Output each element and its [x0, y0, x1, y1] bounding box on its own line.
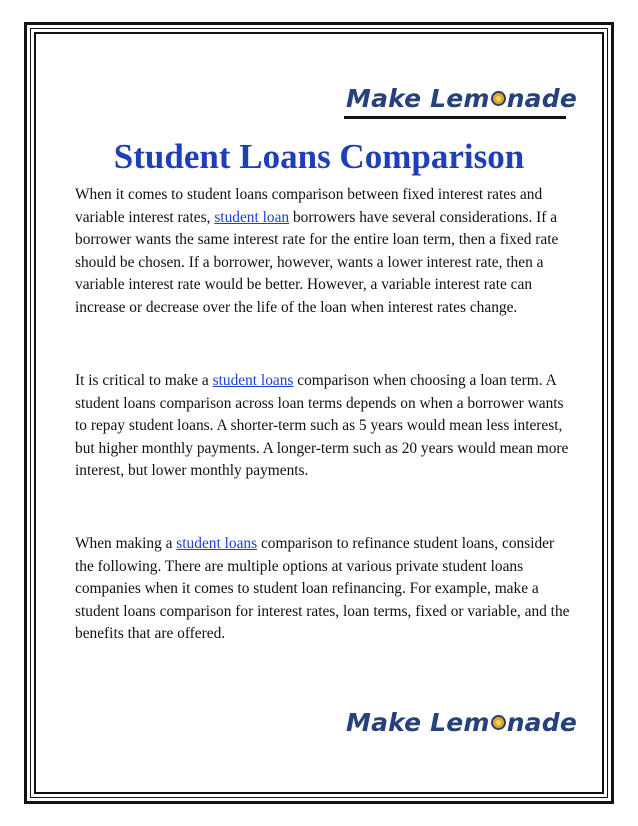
paragraph-2: [75, 370, 575, 483]
lemon-icon: [491, 91, 506, 106]
brand-logo-bottom: [346, 710, 577, 735]
brand-logo-top: [346, 86, 577, 111]
paragraph-text: When making a: [75, 535, 177, 552]
brand-logo-text-start: Make Lem: [346, 708, 490, 737]
lemon-icon: [491, 715, 506, 730]
student-loan-link[interactable]: student loan: [214, 208, 290, 226]
paragraph-text: It is critical to make a: [75, 372, 213, 389]
brand-logo-text-end: nade: [506, 84, 578, 113]
paragraph-text: borrowers have several considerations. If a borrower wants the same interest rate for the entire loan term, then a fixed rate should be chosen. If a borrower, however, wants a lower interest rate, then a variable interest rate would be better. However, a variable interest rate can increase or decrease over the life of the loan when interest rates change.: [75, 208, 559, 316]
paragraph-text: When it comes to student loans comparison between fixed interest rates and variable interest rates,: [75, 186, 543, 226]
brand-logo-text-start: Make Lem: [346, 84, 490, 113]
brand-logo-text-end: nade: [506, 708, 578, 737]
logo-divider: [344, 116, 566, 119]
paragraph-text: comparison to refinance student loans, consider the following. There are multiple options at various private student loans companies when it comes to student loan refinancing. For example, make a student loans comparison for interest rates, loan terms, fixed or variable, and the benefits that are offered.: [75, 535, 570, 642]
paragraph-3: [75, 533, 575, 646]
paragraph-1: [75, 184, 575, 319]
page-title: Student Loans Comparison: [113, 137, 525, 176]
paragraph-text: comparison when choosing a loan term. A student loans comparison across loan terms depends on when a borrower wants to repay student loans. A shorter-term such as 5 years would mean less interest, but higher monthly payments. A longer-term such as 20 years would mean more interest, but lower monthly payments.: [75, 372, 569, 479]
student-loans-refinance-link[interactable]: student loans: [176, 535, 258, 552]
student-loans-link[interactable]: student loans: [212, 372, 294, 389]
